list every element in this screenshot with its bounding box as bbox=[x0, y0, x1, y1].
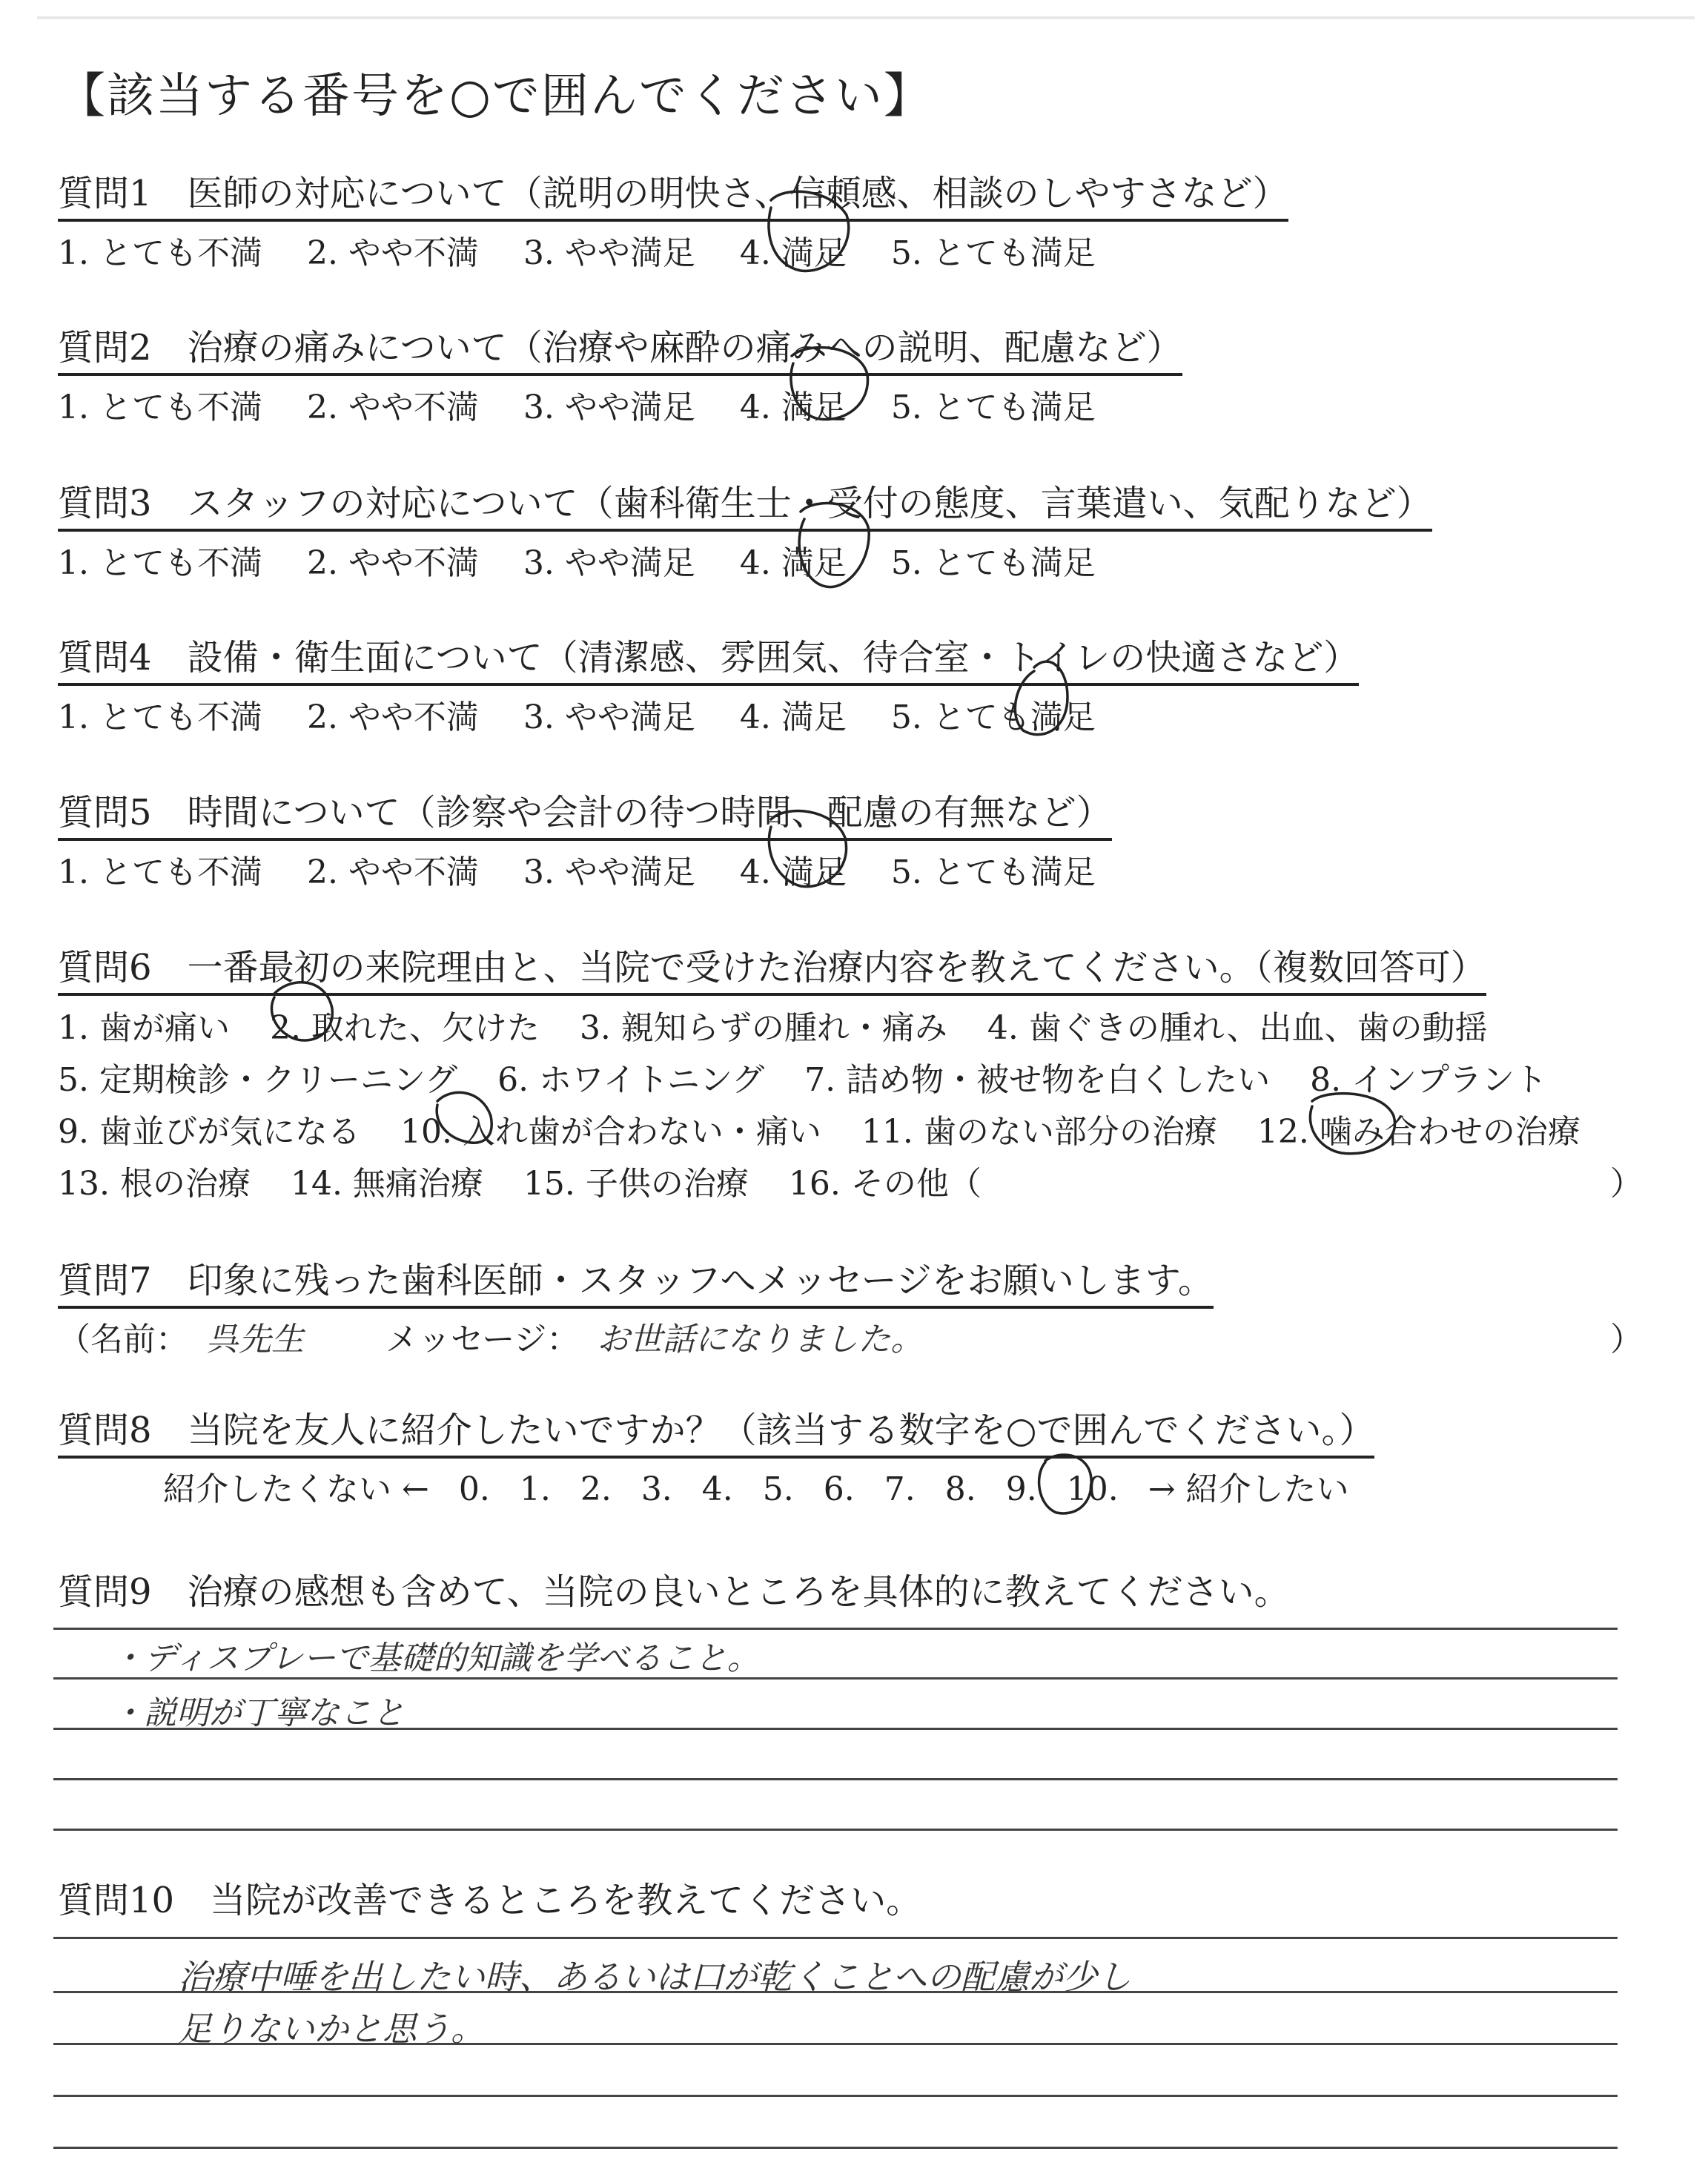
question-8-label: 質問8 bbox=[58, 1410, 152, 1451]
q6-option-4[interactable]: 4. 歯ぐきの腫れ、出血、歯の動揺 bbox=[987, 1009, 1488, 1047]
q7-name-label: （名前： bbox=[58, 1321, 188, 1358]
q6-row-4 bbox=[58, 1157, 982, 1204]
question-4-heading bbox=[58, 629, 1359, 686]
question-6-heading bbox=[58, 939, 1486, 996]
question-10-text: 当院が改善できるところを教えてください。 bbox=[210, 1880, 922, 1921]
question-6-label: 質問6 bbox=[58, 947, 152, 988]
question-7-text: 印象に残った歯科医師・スタッフへメッセージをお願いします。 bbox=[187, 1260, 1214, 1301]
q8-option-4[interactable]: 4. bbox=[701, 1470, 733, 1508]
q10-answer-line-1[interactable]: 治療中唾を出したい時、あるいは口が乾くことへの配慮が少し bbox=[178, 1957, 1132, 1997]
q8-left-label: 紹介したくない ← bbox=[163, 1470, 429, 1508]
question-4-text: 設備・衛生面について（清潔感、雰囲気、待合室・トイレの快適さなど） bbox=[187, 637, 1360, 678]
question-7 bbox=[58, 1252, 1214, 1309]
q6-option-12[interactable]: 12. 噛み合わせの治療 bbox=[1257, 1113, 1580, 1151]
q9-answer-line-2[interactable]: ・説明が丁寧なこと bbox=[111, 1694, 405, 1732]
question-5-text: 時間について（診察や会計の待つ時間、配慮の有無など） bbox=[187, 792, 1112, 833]
q7-message-value[interactable]: お世話になりました。 bbox=[597, 1321, 924, 1358]
q6-row-2 bbox=[58, 1053, 1547, 1100]
q5-option-3[interactable]: 3. やや満足 bbox=[523, 853, 695, 891]
question-2-label: 質問2 bbox=[58, 327, 152, 369]
q4-option-2[interactable]: 2. やや不満 bbox=[306, 698, 479, 736]
question-5-options bbox=[58, 845, 1112, 893]
question-6 bbox=[58, 939, 1486, 996]
q6-option-1[interactable]: 1. 歯が痛い bbox=[58, 1009, 230, 1047]
question-10 bbox=[58, 1872, 921, 1923]
q2-option-2[interactable]: 2. やや不満 bbox=[306, 389, 479, 426]
question-9-text: 治療の感想も含めて、当院の良いところを具体的に教えてください。 bbox=[187, 1571, 1290, 1613]
q10-ruled-line-5 bbox=[53, 2147, 1618, 2149]
q8-option-8[interactable]: 8. bbox=[944, 1470, 976, 1508]
q6-option-16[interactable]: 16. その他（ bbox=[788, 1165, 982, 1203]
q5-option-5[interactable]: 5. とても満足 bbox=[890, 853, 1096, 891]
q2-option-5[interactable]: 5. とても満足 bbox=[890, 389, 1096, 426]
q8-scale bbox=[163, 1462, 1349, 1510]
q6-option-14[interactable]: 14. 無痛治療 bbox=[290, 1165, 483, 1203]
scan-top-edge bbox=[37, 16, 1695, 19]
question-7-heading bbox=[58, 1252, 1214, 1309]
q5-option-1[interactable]: 1. とても不満 bbox=[58, 853, 262, 891]
q10-ruled-line-1 bbox=[53, 1937, 1618, 1939]
q2-option-4[interactable]: 4. 満足 bbox=[739, 389, 847, 426]
q10-ruled-line-4 bbox=[53, 2095, 1618, 2097]
question-2-heading bbox=[58, 319, 1182, 376]
question-5 bbox=[58, 784, 1112, 893]
q9-ruled-line-1 bbox=[53, 1628, 1618, 1630]
q6-option-9[interactable]: 9. 歯並びが気になる bbox=[58, 1113, 360, 1151]
q8-option-5[interactable]: 5. bbox=[762, 1470, 794, 1508]
q6-other-close-paren: ） bbox=[1610, 1165, 1643, 1203]
question-5-heading bbox=[58, 784, 1112, 841]
q8-option-1[interactable]: 1. bbox=[519, 1470, 551, 1508]
q10-answer-line-2[interactable]: 足りないかと思う。 bbox=[178, 2009, 485, 2049]
q6-row-1 bbox=[58, 1001, 1488, 1048]
q8-option-9[interactable]: 9. bbox=[1005, 1470, 1037, 1508]
q6-option-7[interactable]: 7. 詰め物・被せ物を白くしたい bbox=[804, 1061, 1271, 1099]
question-9 bbox=[58, 1563, 1290, 1614]
q3-option-1[interactable]: 1. とても不満 bbox=[58, 544, 262, 582]
question-3-text: スタッフの対応について（歯科衛生士・受付の態度、言葉遣い、気配りなど） bbox=[187, 483, 1432, 524]
question-2-text: 治療の痛みについて（治療や麻酔の痛みへの説明、配慮など） bbox=[187, 327, 1182, 369]
question-4 bbox=[58, 629, 1359, 738]
q8-right-label: → 紹介したい bbox=[1148, 1470, 1349, 1508]
question-3-options bbox=[58, 536, 1432, 584]
q6-option-6[interactable]: 6. ホワイトニング bbox=[497, 1061, 765, 1099]
question-4-label: 質問4 bbox=[58, 637, 152, 678]
q1-option-3[interactable]: 3. やや満足 bbox=[523, 234, 695, 272]
q4-option-4[interactable]: 4. 満足 bbox=[739, 698, 847, 736]
question-2-options bbox=[58, 380, 1182, 428]
q6-row-3 bbox=[58, 1105, 1580, 1152]
q6-option-3[interactable]: 3. 親知らずの腫れ・痛み bbox=[579, 1009, 947, 1047]
question-3-label: 質問3 bbox=[58, 483, 152, 524]
q5-option-2[interactable]: 2. やや不満 bbox=[306, 853, 479, 891]
question-9-label: 質問9 bbox=[58, 1571, 152, 1613]
q8-option-6[interactable]: 6. bbox=[823, 1470, 855, 1508]
q8-option-7[interactable]: 7. bbox=[884, 1470, 916, 1508]
q6-option-13[interactable]: 13. 根の治療 bbox=[58, 1165, 251, 1203]
q4-option-3[interactable]: 3. やや満足 bbox=[523, 698, 695, 736]
question-8 bbox=[58, 1401, 1374, 1459]
q1-option-4[interactable]: 4. 満足 bbox=[739, 234, 847, 272]
question-1-text: 医師の対応について（説明の明快さ、信頼感、相談のしやすさなど） bbox=[187, 173, 1288, 214]
question-2 bbox=[58, 319, 1182, 428]
q3-option-5[interactable]: 5. とても満足 bbox=[890, 544, 1096, 582]
q3-option-3[interactable]: 3. やや満足 bbox=[523, 544, 695, 582]
question-1-heading bbox=[58, 165, 1288, 222]
question-8-text: 当院を友人に紹介したいですか？（該当する数字を○で囲んでください。） bbox=[187, 1410, 1375, 1451]
q9-answer-line-1[interactable]: ・ディスプレーで基礎的知識を学べること。 bbox=[111, 1639, 760, 1677]
question-5-label: 質問5 bbox=[58, 792, 152, 833]
question-10-label: 質問10 bbox=[58, 1880, 175, 1921]
q6-option-8[interactable]: 8. インプラント bbox=[1310, 1061, 1548, 1099]
question-7-label: 質問7 bbox=[58, 1260, 152, 1301]
q1-option-1[interactable]: 1. とても不満 bbox=[58, 234, 262, 272]
q7-name-value[interactable]: 呉先生 bbox=[206, 1321, 304, 1358]
q7-close-paren: ） bbox=[1610, 1321, 1643, 1358]
q6-option-15[interactable]: 15. 子供の治療 bbox=[523, 1165, 749, 1203]
q8-option-10[interactable]: 10. bbox=[1066, 1470, 1119, 1508]
question-1-label: 質問1 bbox=[58, 173, 152, 214]
q7-answer-row bbox=[58, 1312, 923, 1360]
question-3-heading bbox=[58, 475, 1432, 532]
q6-option-2[interactable]: 2. 取れた、欠けた bbox=[269, 1009, 540, 1047]
q8-option-3[interactable]: 3. bbox=[640, 1470, 672, 1508]
question-4-options bbox=[58, 690, 1359, 738]
q3-option-2[interactable]: 2. やや不満 bbox=[306, 544, 479, 582]
q5-option-4[interactable]: 4. 満足 bbox=[739, 853, 847, 891]
question-6-text: 一番最初の来院理由と、当院で受けた治療内容を教えてください。（複数回答可） bbox=[187, 947, 1486, 988]
q4-option-5[interactable]: 5. とても満足 bbox=[890, 698, 1096, 736]
question-8-heading bbox=[58, 1401, 1374, 1459]
q6-option-11[interactable]: 11. 歯のない部分の治療 bbox=[861, 1113, 1217, 1151]
q6-option-5[interactable]: 5. 定期検診・クリーニング bbox=[58, 1061, 458, 1099]
q2-option-1[interactable]: 1. とても不満 bbox=[58, 389, 262, 426]
question-1-options bbox=[58, 226, 1288, 274]
q4-option-1[interactable]: 1. とても不満 bbox=[58, 698, 262, 736]
q3-option-4[interactable]: 4. 満足 bbox=[739, 544, 847, 582]
q8-option-2[interactable]: 2. bbox=[580, 1470, 612, 1508]
q1-option-5[interactable]: 5. とても満足 bbox=[890, 234, 1096, 272]
q7-message-label: メッセージ： bbox=[385, 1321, 580, 1358]
q1-option-2[interactable]: 2. やや不満 bbox=[306, 234, 479, 272]
q2-option-3[interactable]: 3. やや満足 bbox=[523, 389, 695, 426]
question-3 bbox=[58, 475, 1432, 584]
page-title: 【該当する番号を○で囲んでください】 bbox=[58, 69, 933, 124]
question-1 bbox=[58, 165, 1288, 274]
q9-ruled-line-5 bbox=[53, 1829, 1618, 1831]
q6-option-10[interactable]: 10. 入れ歯が合わない・痛い bbox=[400, 1113, 821, 1151]
q9-ruled-line-4 bbox=[53, 1778, 1618, 1780]
q8-option-0[interactable]: 0. bbox=[458, 1470, 490, 1508]
